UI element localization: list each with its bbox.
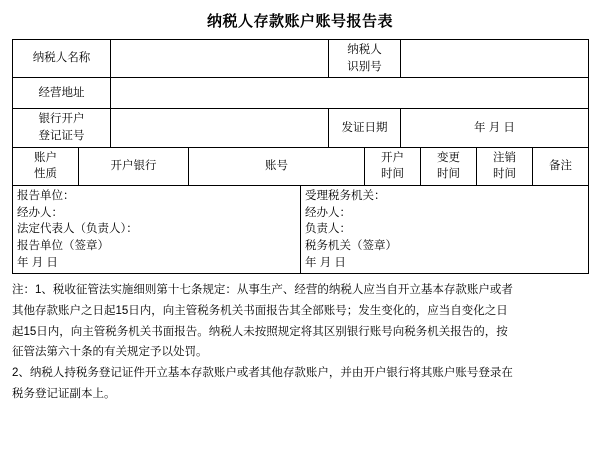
column-header-account-nature bbox=[13, 147, 79, 185]
label-taxpayer-name: 纳税人名称 bbox=[13, 40, 111, 78]
table-row bbox=[13, 186, 589, 274]
page-title: 纳税人存款账户账号报告表 bbox=[206, 13, 393, 30]
column-header-open-time-line2: 时间 bbox=[381, 168, 404, 181]
footnotes bbox=[12, 281, 588, 403]
signature-line-date-left: 年 月 日 bbox=[17, 256, 58, 269]
column-header-bank: 开户银行 bbox=[79, 147, 189, 185]
signature-line-accepting-authority: 受理税务机关： bbox=[305, 190, 386, 203]
signature-line-person-in-charge: 负责人： bbox=[305, 223, 351, 236]
label-issue-date: 发证日期 bbox=[329, 109, 401, 147]
column-header-account-nature-line1: 账户 bbox=[34, 151, 57, 164]
signature-line-authority-seal: 税务机关（签章） bbox=[305, 240, 397, 253]
table-header-row bbox=[13, 147, 589, 185]
table-row bbox=[13, 109, 589, 147]
column-header-change-time-line1: 变更 bbox=[437, 151, 460, 164]
account-details-table bbox=[12, 147, 589, 186]
label-taxpayer-id bbox=[329, 40, 401, 78]
column-header-cancel-time-line2: 时间 bbox=[493, 168, 516, 181]
table-row bbox=[13, 78, 589, 109]
label-bank-registration-line1: 银行开户 bbox=[38, 113, 85, 126]
field-bank-registration-number[interactable] bbox=[111, 109, 329, 147]
label-bank-registration-line2: 登记证号 bbox=[38, 130, 85, 143]
label-taxpayer-id-line2: 识别号 bbox=[347, 60, 382, 73]
footnote-line-2: 其他存款账户之日起15日内，向主管税务机关书面报告其全部账号；发生变化的，应当自变化之日 bbox=[12, 305, 508, 318]
field-issue-date[interactable]: 年 月 日 bbox=[401, 109, 589, 147]
column-header-cancel-time bbox=[477, 147, 533, 185]
column-header-account-nature-line2: 性质 bbox=[34, 168, 57, 181]
signature-table bbox=[12, 185, 589, 274]
footnote-line-1: 注：1、税收征管法实施细则第十七条规定：从事生产、经营的纳税人应当自开立基本存款账户或者 bbox=[12, 284, 513, 297]
label-business-address: 经营地址 bbox=[13, 78, 111, 109]
field-business-address[interactable] bbox=[111, 78, 589, 109]
signature-line-reporting-unit-seal: 报告单位（签章） bbox=[17, 240, 109, 253]
signature-line-reporting-unit: 报告单位： bbox=[17, 190, 75, 203]
column-header-change-time-line2: 时间 bbox=[437, 168, 460, 181]
footnote-line-3: 起15日内，向主管税务机关书面报告。纳税人未按照规定将其区别银行账号向税务机关报告的，按 bbox=[12, 325, 508, 338]
signature-block-reporting-unit[interactable] bbox=[13, 186, 301, 274]
footnote-line-6: 税务登记证副本上。 bbox=[12, 387, 116, 400]
column-header-open-time-line1: 开户 bbox=[381, 151, 404, 164]
field-taxpayer-id[interactable] bbox=[401, 40, 589, 78]
column-header-cancel-time-line1: 注销 bbox=[493, 151, 516, 164]
table-row bbox=[13, 40, 589, 78]
signature-block-tax-authority[interactable] bbox=[301, 186, 589, 274]
footnote-line-4: 征管法第六十条的有关规定予以处罚。 bbox=[12, 346, 208, 359]
column-header-remarks: 备注 bbox=[533, 147, 589, 185]
tax-account-report-form bbox=[12, 39, 589, 148]
label-taxpayer-id-line1: 纳税人 bbox=[347, 44, 382, 56]
signature-line-handler: 经办人： bbox=[17, 206, 63, 219]
column-header-change-time bbox=[421, 147, 477, 185]
column-header-account-number: 账号 bbox=[189, 147, 365, 185]
signature-line-handler-right: 经办人： bbox=[305, 206, 351, 219]
signature-line-date-right: 年 月 日 bbox=[305, 256, 346, 269]
signature-line-legal-representative: 法定代表人（负责人）： bbox=[17, 223, 138, 236]
column-header-open-time bbox=[365, 147, 421, 185]
footnote-line-5: 2、纳税人持税务登记证件开立基本存款账户或者其他存款账户，并由开户银行将其账户账号登录在 bbox=[12, 366, 513, 379]
field-taxpayer-name[interactable] bbox=[111, 40, 329, 78]
label-bank-registration-number bbox=[13, 109, 111, 147]
